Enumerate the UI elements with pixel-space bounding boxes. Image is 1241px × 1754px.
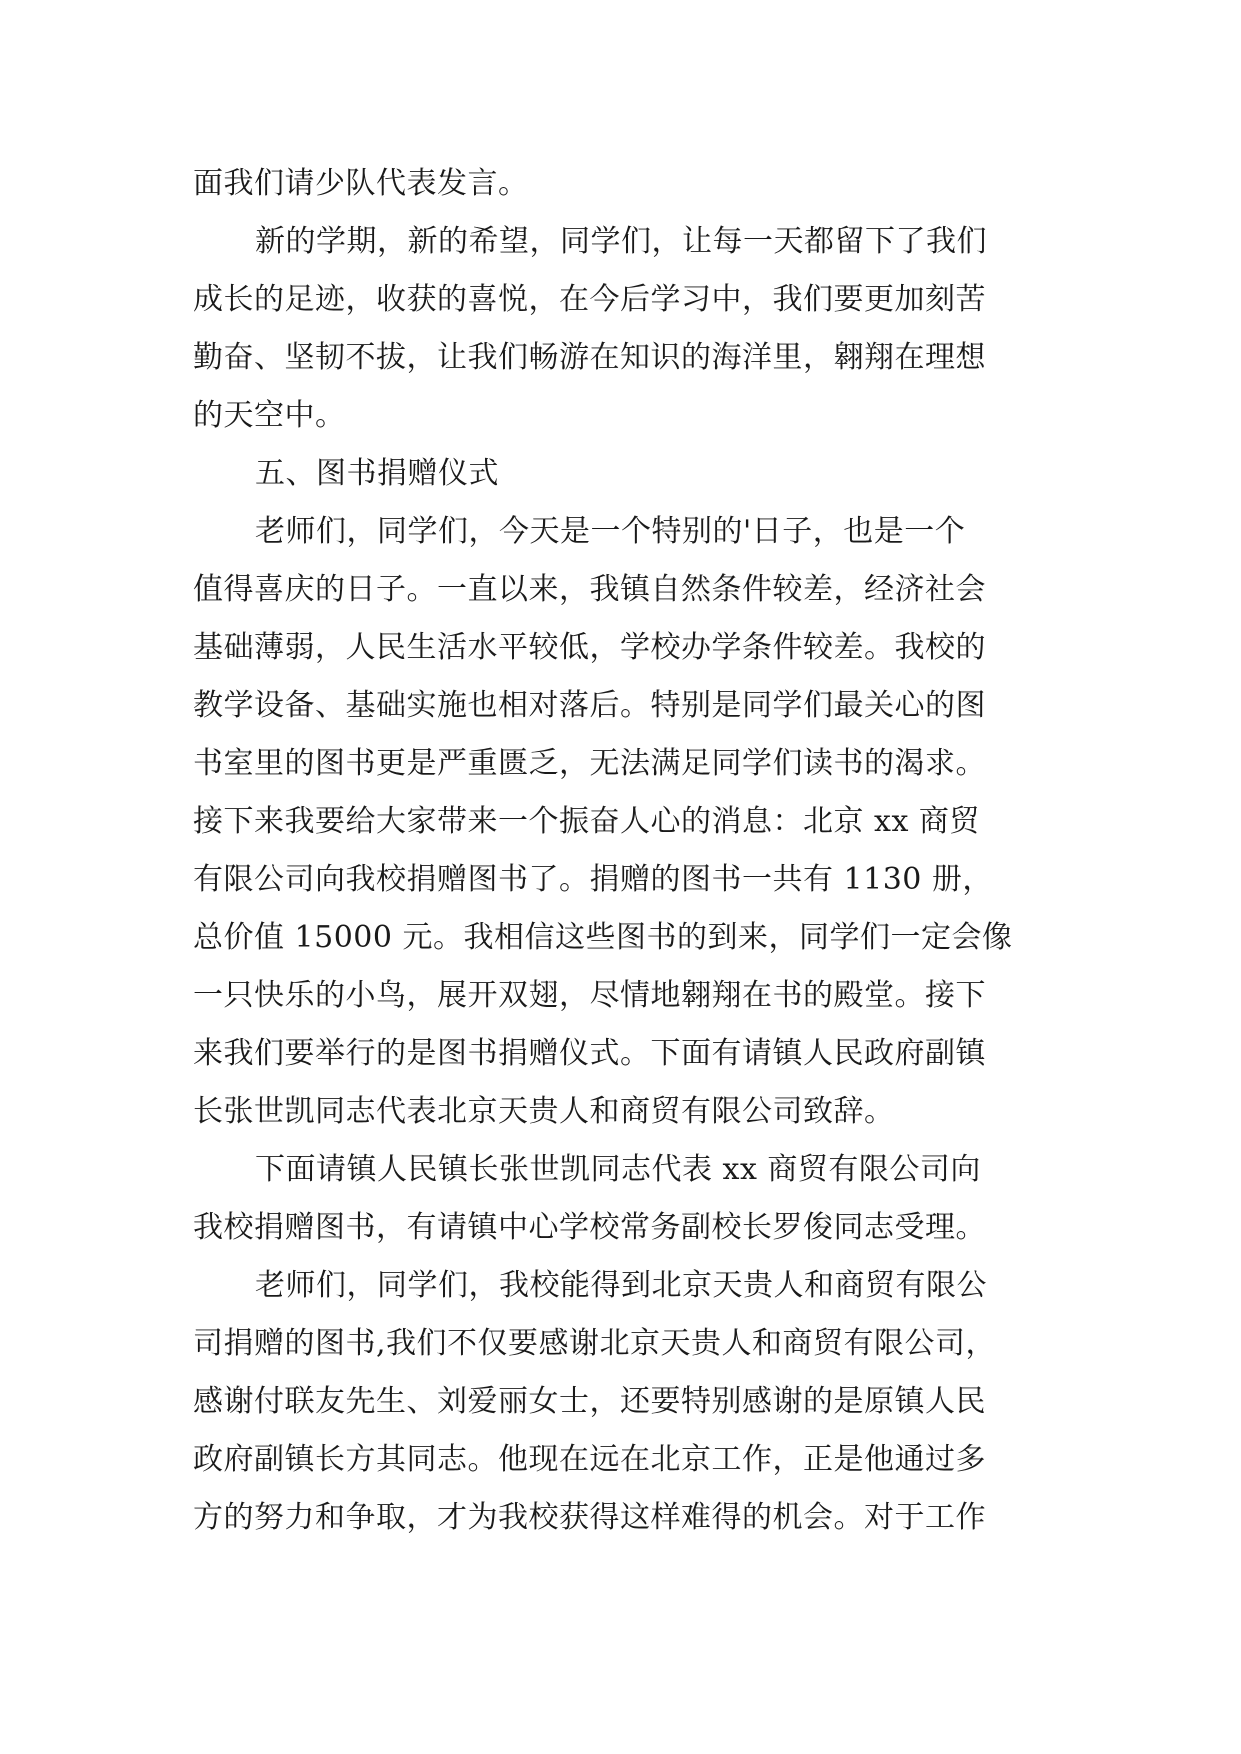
text-line: 有限公司向我校捐赠图书了。捐赠的图书一共有 1130 册，: [193, 862, 993, 897]
text-line: 一只快乐的小鸟，展开双翅，尽情地翱翔在书的殿堂。接下: [193, 978, 986, 1013]
text-line: 接下来我要给大家带来一个振奋人心的消息：北京 xx 商贸: [193, 804, 980, 839]
text-line: 来我们要举行的是图书捐赠仪式。下面有请镇人民政府副镇: [193, 1036, 986, 1071]
text-line: 长张世凯同志代表北京天贵人和商贸有限公司致辞。: [193, 1094, 895, 1129]
text-line: 面我们请少队代表发言。: [193, 166, 529, 201]
text-line: 的天空中。: [193, 398, 346, 433]
text-line: 基础薄弱，人民生活水平较低，学校办学条件较差。我校的: [193, 630, 986, 665]
text-line: 书室里的图书更是严重匮乏，无法满足同学们读书的渴求。: [193, 746, 986, 781]
text-line: 政府副镇长方其同志。他现在远在北京工作，正是他通过多: [193, 1442, 986, 1477]
paragraph-start-line: 老师们，同学们，今天是一个特别的'日子，也是一个: [255, 514, 966, 549]
text-line: 教学设备、基础实施也相对落后。特别是同学们最关心的图: [193, 688, 986, 723]
text-line: 总价值 15000 元。我相信这些图书的到来，同学们一定会像: [193, 920, 1013, 955]
paragraph-start-line: 老师们，同学们，我校能得到北京天贵人和商贸有限公: [255, 1268, 987, 1303]
paragraph-start-line: 下面请镇人民镇长张世凯同志代表 xx 商贸有限公司向: [255, 1152, 981, 1187]
paragraph-start-line: 新的学期，新的希望，同学们，让每一天都留下了我们: [255, 224, 987, 259]
text-line: 值得喜庆的日子。一直以来，我镇自然条件较差，经济社会: [193, 572, 986, 607]
text-line: 勤奋、坚韧不拔，让我们畅游在知识的海洋里，翱翔在理想: [193, 340, 986, 375]
section-heading: 五、图书捐赠仪式: [255, 456, 499, 491]
text-line: 成长的足迹，收获的喜悦，在今后学习中，我们要更加刻苦: [193, 282, 986, 317]
text-line: 感谢付联友先生、刘爱丽女士，还要特别感谢的是原镇人民: [193, 1384, 986, 1419]
text-line: 我校捐赠图书，有请镇中心学校常务副校长罗俊同志受理。: [193, 1210, 986, 1245]
text-line: 司捐赠的图书,我们不仅要感谢北京天贵人和商贸有限公司，: [193, 1326, 997, 1361]
text-line: 方的努力和争取，才为我校获得这样难得的机会。对于工作: [193, 1500, 986, 1535]
